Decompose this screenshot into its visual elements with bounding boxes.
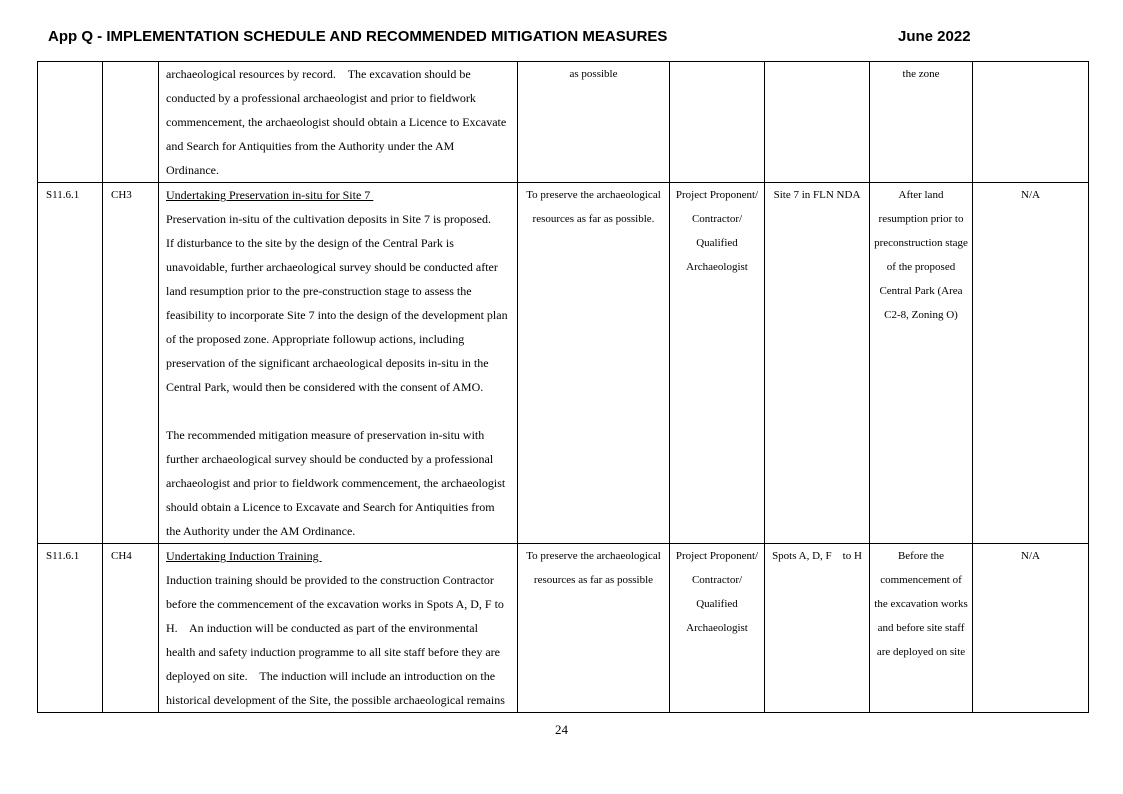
cell-requirement-line: N/A xyxy=(1021,189,1040,201)
measure-heading: Undertaking Preservation in-situ for Site 7 xyxy=(166,188,374,202)
measure-text-line: Preservation in-situ of the cultivation deposits in Site 7 is proposed. xyxy=(166,212,491,226)
cell-code xyxy=(103,544,159,713)
cell-objective xyxy=(518,544,670,713)
cell-requirement xyxy=(973,62,1089,183)
cell-objective-line: To preserve the archaeological xyxy=(526,550,661,562)
measure-text-line: If disturbance to the site by the design of the Central Park is xyxy=(166,236,454,250)
page-number: 24 xyxy=(555,722,568,737)
page-header-date: June 2022 xyxy=(898,28,971,45)
cell-timing xyxy=(870,62,973,183)
cell-objective xyxy=(518,183,670,544)
cell-code xyxy=(103,62,159,183)
cell-code xyxy=(103,183,159,544)
cell-requirement xyxy=(973,183,1089,544)
cell-timing-line: and before site staff xyxy=(877,622,965,634)
measure-text-line: Ordinance. xyxy=(166,163,219,177)
cell-timing-line: C2-8, Zoning O) xyxy=(884,309,958,321)
cell-implementer xyxy=(670,183,765,544)
measure-text-line: and Search for Antiquities from the Authority under the AM xyxy=(166,139,455,153)
cell-timing xyxy=(870,544,973,713)
cell-reference xyxy=(38,62,103,183)
cell-implementer-line: Archaeologist xyxy=(686,622,748,634)
mitigation-measures-table xyxy=(37,61,1089,713)
table-row xyxy=(38,62,1089,183)
cell-implementer-line: Archaeologist xyxy=(686,261,748,273)
cell-implementer-line: Qualified xyxy=(696,237,738,249)
measure-text-line: deployed on site. The induction will include an introduction on the xyxy=(166,669,496,683)
cell-objective-line: as possible xyxy=(569,68,618,80)
cell-location xyxy=(765,544,870,713)
measure-heading: Undertaking Induction Training xyxy=(166,549,322,563)
cell-implementer-line: Contractor/ xyxy=(691,574,743,586)
cell-reference-text: S11.6.1 xyxy=(46,550,80,562)
cell-implementer-line: Qualified xyxy=(696,598,738,610)
measure-text-line: preservation of the significant archaeological deposits in-situ in the xyxy=(166,356,489,370)
cell-code-text: CH4 xyxy=(111,550,132,562)
cell-timing-line: resumption prior to xyxy=(878,213,964,225)
measure-text-line: commencement, the archaeologist should obtain a Licence to Excavate xyxy=(166,115,507,129)
measure-text-line: historical development of the Site, the possible archaeological remains xyxy=(166,693,505,707)
cell-timing-line: Central Park (Area xyxy=(879,285,963,297)
measure-text-line: unavoidable, further archaeological survey should be conducted after xyxy=(166,260,498,274)
cell-requirement xyxy=(973,544,1089,713)
cell-location-line: Site 7 in FLN NDA xyxy=(773,189,861,201)
measure-text-line: conducted by a professional archaeologist and prior to fieldwork xyxy=(166,91,476,105)
measure-text-line: should obtain a Licence to Excavate and Search for Antiquities from xyxy=(166,500,495,514)
cell-timing-line: the excavation works xyxy=(874,598,968,610)
cell-timing-line: Before the xyxy=(897,550,945,562)
measure-text-line: before the commencement of the excavation works in Spots A, D, F to xyxy=(166,597,504,611)
paragraph-gap xyxy=(159,399,517,423)
measure-text-line: archaeologist and prior to fieldwork commencement, the archaeologist xyxy=(166,476,506,490)
cell-objective xyxy=(518,62,670,183)
table-row xyxy=(38,544,1089,713)
cell-reference-text: S11.6.1 xyxy=(46,189,80,201)
cell-timing-line: of the proposed xyxy=(886,261,956,273)
table-body xyxy=(38,62,1089,713)
cell-measure xyxy=(159,183,518,544)
cell-timing-line: the zone xyxy=(902,68,940,80)
cell-timing-line: commencement of xyxy=(880,574,962,586)
cell-location xyxy=(765,183,870,544)
cell-location-line: Spots A, D, F to H xyxy=(772,550,862,562)
cell-implementer-line: Project Proponent/ xyxy=(675,189,759,201)
cell-objective-line: resources as far as possible xyxy=(533,574,654,586)
measure-text-line: Central Park, would then be considered with the consent of AMO. xyxy=(166,380,484,394)
cell-objective-line: To preserve the archaeological xyxy=(526,189,661,201)
cell-implementer-line: Contractor/ xyxy=(691,213,743,225)
cell-timing-line: are deployed on site xyxy=(876,646,966,658)
page-header-title: App Q - IMPLEMENTATION SCHEDULE AND RECOMMENDED MITIGATION MEASURES xyxy=(48,28,668,45)
measure-text-line: of the proposed zone. Appropriate followup actions, including xyxy=(166,332,465,346)
measure-text-line: further archaeological survey should be conducted by a professional xyxy=(166,452,494,466)
table-row xyxy=(38,183,1089,544)
cell-location xyxy=(765,62,870,183)
cell-timing xyxy=(870,183,973,544)
cell-timing-line: preconstruction stage xyxy=(874,237,968,249)
measure-text-line: archaeological resources by record. The excavation should be xyxy=(166,67,471,81)
cell-measure xyxy=(159,62,518,183)
measure-text-line: health and safety induction programme to all site staff before they are xyxy=(166,645,500,659)
cell-requirement-line: N/A xyxy=(1021,550,1040,562)
cell-measure xyxy=(159,544,518,713)
cell-implementer xyxy=(670,544,765,713)
measure-text-line: land resumption prior to the pre-construction stage to assess the xyxy=(166,284,472,298)
measure-text-line: feasibility to incorporate Site 7 into the design of the development plan xyxy=(166,308,508,322)
measure-text-line: H. An induction will be conducted as part of the environmental xyxy=(166,621,478,635)
measure-text-line: Induction training should be provided to the construction Contractor xyxy=(166,573,494,587)
cell-objective-line: resources as far as possible. xyxy=(532,213,655,225)
cell-reference xyxy=(38,544,103,713)
measure-text-line: the Authority under the AM Ordinance. xyxy=(166,524,356,538)
cell-implementer-line: Project Proponent/ xyxy=(675,550,759,562)
cell-timing-line: After land xyxy=(898,189,944,201)
measure-text-line: The recommended mitigation measure of preservation in-situ with xyxy=(166,428,485,442)
cell-reference xyxy=(38,183,103,544)
cell-code-text: CH3 xyxy=(111,189,132,201)
cell-implementer xyxy=(670,62,765,183)
